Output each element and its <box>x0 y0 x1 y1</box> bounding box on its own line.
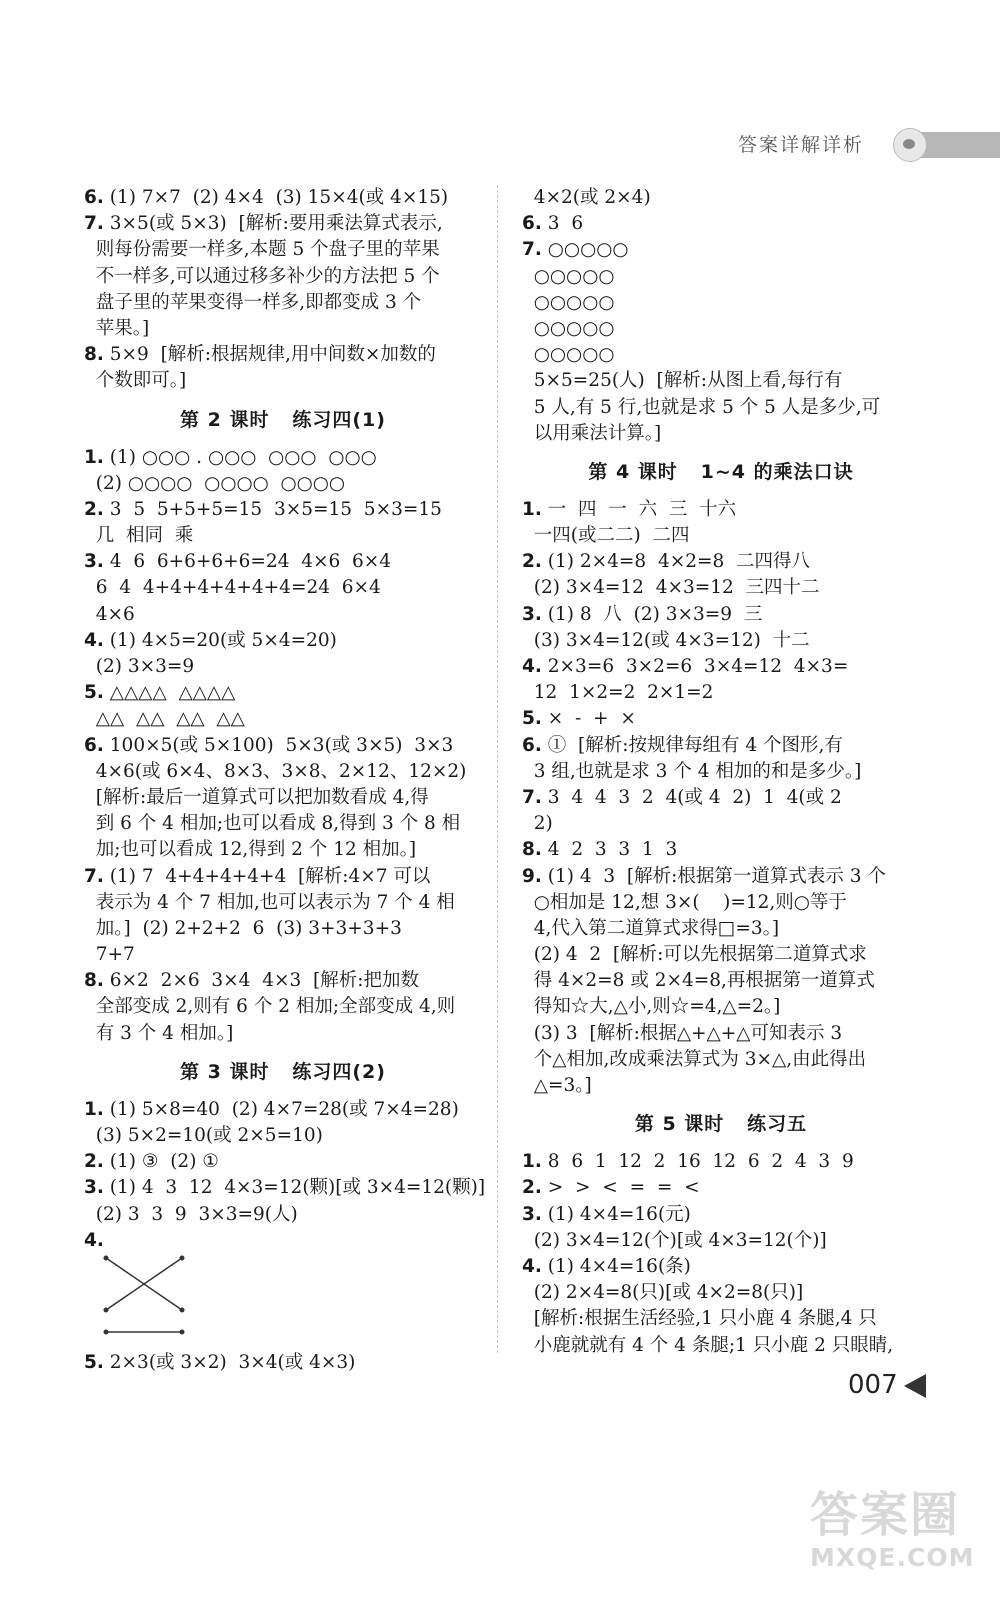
answer-text: 4×6(或 6×4、8×3、3×8、2×12、12×2) <box>84 760 467 782</box>
answer-text: (1) 8 八 (2) 3×3=9 三 <box>541 603 763 625</box>
answer-text: 个数即可。] <box>84 370 187 392</box>
answer-text: (3) 3×4=12(或 4×3=12) 十二 <box>522 629 810 651</box>
answer-text: 不一样多,可以通过移多补少的方法把 5 个 <box>84 265 440 287</box>
question-number: 7. <box>522 786 542 808</box>
answer-line <box>522 968 920 994</box>
watermark-bottom: MXQE.COM <box>810 1543 975 1572</box>
answer-line <box>84 1123 482 1149</box>
answer-text: 全部变成 2,则有 6 个 2 相加;全部变成 4,则 <box>84 996 456 1018</box>
answer-text: 个△相加,改成乘法算式为 3×△,由此得出 <box>522 1048 867 1070</box>
answer-text: [解析:根据生活经验,1 只小鹿 4 条腿,4 只 <box>522 1308 877 1330</box>
answer-text: ① [解析:按规律每组有 4 个图形,有 <box>541 734 843 756</box>
question-number: 4. <box>522 1255 542 1277</box>
answer-line <box>522 706 920 732</box>
answer-line <box>522 264 920 290</box>
header-mascot-icon <box>893 128 927 162</box>
answer-text: (2) 4 2 [解析:可以先根据第二道算式求 <box>522 944 867 966</box>
answer-text: (1) 4×4=16(条) <box>541 1255 691 1277</box>
answer-line <box>522 316 920 342</box>
answer-line <box>522 654 920 680</box>
answer-text: ○○○○○ <box>522 265 615 287</box>
answer-text: (2) 3×3=9 <box>84 656 195 677</box>
answer-text: (3) 3 [解析:根据△+△+△可知表示 3 <box>522 1022 843 1044</box>
answer-text: ○○○○○ <box>522 344 615 366</box>
answer-line <box>522 421 920 447</box>
answer-line <box>522 1202 920 1228</box>
answer-text: 100×5(或 5×100) 5×3(或 3×5) 3×3 <box>103 734 454 756</box>
answer-text: 3×5(或 5×3) [解析:要用乘法算式表示, <box>103 213 443 235</box>
watermark-top: 答案圈 <box>810 1487 961 1543</box>
answer-text: ○○○○○ <box>522 291 615 313</box>
answer-line <box>84 811 482 837</box>
question-number: 2. <box>522 551 542 573</box>
answer-line <box>522 549 920 575</box>
answer-line <box>522 602 920 628</box>
answer-text: 7+7 <box>84 944 135 966</box>
answer-line <box>522 1228 920 1254</box>
answer-text: (2) 2×4=8(只)[或 4×2=8(只)] <box>522 1282 804 1304</box>
answer-line <box>522 211 920 237</box>
answer-line <box>84 1149 482 1175</box>
answer-text: 盘子里的苹果变得一样多,即都变成 3 个 <box>84 291 422 313</box>
answer-line <box>522 523 920 549</box>
answer-line <box>522 994 920 1020</box>
answer-line <box>84 706 482 732</box>
answer-line <box>84 445 482 471</box>
answer-text: (2) 3 3 9 3×3=9(人) <box>84 1203 298 1225</box>
answer-line <box>84 837 482 863</box>
question-number: 9. <box>522 865 542 887</box>
answer-line <box>522 1333 920 1359</box>
answer-line <box>84 342 482 368</box>
page-number: 007 <box>848 1370 898 1400</box>
answer-text: (1) ③ (2) ① <box>103 1151 219 1173</box>
answer-line <box>84 890 482 916</box>
answer-text: 得 4×2=8 或 2×4=8,再根据第一道算式 <box>522 970 875 992</box>
answer-text: [解析:最后一道算式可以把加数看成 4,得 <box>84 786 429 808</box>
answer-line <box>84 864 482 890</box>
question-number: 1. <box>84 446 104 468</box>
answer-text: 一 四 一 六 三 十六 <box>541 498 737 520</box>
question-number: 8. <box>84 344 104 366</box>
answer-line <box>522 368 920 394</box>
answer-line <box>84 290 482 316</box>
question-number: 4. <box>84 1229 104 1251</box>
answer-text: 3 5 5+5+5=15 3×5=15 5×3=15 <box>103 498 442 520</box>
answer-line <box>522 680 920 706</box>
answer-line <box>84 759 482 785</box>
section-title: 第 5 课时 练习五 <box>634 1113 808 1136</box>
answer-line <box>84 368 482 394</box>
answer-line <box>84 680 482 706</box>
question-number: 3. <box>522 1203 542 1225</box>
answer-text: 一四(或二二) 二四 <box>522 525 690 547</box>
answer-text: 得知☆大,△小,则☆=4,△=2。] <box>522 996 781 1018</box>
answer-text: (1) 5×8=40 (2) 4×7=28(或 7×4=28) <box>103 1098 459 1120</box>
answer-line <box>522 237 920 263</box>
answer-line <box>84 602 482 628</box>
answer-text: ○相加是 12,想 3×( )=12,则○等于 <box>522 891 847 913</box>
answer-line <box>522 864 920 890</box>
answer-line <box>84 185 482 211</box>
question-number: 2. <box>84 1151 104 1173</box>
answer-text: 12 1×2=2 2×1=2 <box>522 682 714 704</box>
answer-text: (1) 4×5=20(或 5×4=20) <box>103 629 337 651</box>
answer-line <box>84 264 482 290</box>
page-arrow-icon <box>904 1374 926 1398</box>
answer-text: △△ △△ △△ △△ <box>84 708 245 730</box>
answer-text: 2×3(或 3×2) 3×4(或 4×3) <box>103 1351 356 1373</box>
section-title: 第 3 课时 练习四(2) <box>180 1060 386 1083</box>
answer-line <box>84 1021 482 1047</box>
answer-text: 3 4 4 3 2 4(或 4 2) 1 4(或 2 <box>541 786 842 808</box>
answer-text: 2×3=6 3×2=6 3×4=12 4×3= <box>541 656 849 677</box>
left-column <box>84 185 486 1376</box>
answer-text: 5×9 [解析:根据规律,用中间数×加数的 <box>103 344 436 366</box>
answer-line <box>84 1175 486 1201</box>
answer-line <box>84 942 482 968</box>
answer-line <box>522 575 920 601</box>
answer-line <box>84 316 482 342</box>
answer-text: (3) 5×2=10(或 2×5=10) <box>84 1125 323 1146</box>
question-number: 4. <box>522 656 542 677</box>
answer-text: × - + × <box>541 708 636 730</box>
section-title: 第 2 课时 练习四(1) <box>180 408 386 431</box>
answer-line <box>522 290 920 316</box>
answer-text: 4 6 6+6+6+6=24 4×6 6×4 <box>103 551 392 573</box>
answer-line <box>522 628 920 654</box>
answer-line <box>84 237 482 263</box>
answer-line <box>522 785 920 811</box>
question-number: 6. <box>84 187 104 208</box>
answer-line <box>522 1280 920 1306</box>
question-number: 5. <box>522 708 542 730</box>
answer-text: △=3。] <box>522 1075 592 1096</box>
answer-text: 表示为 4 个 7 相加,也可以表示为 7 个 4 相 <box>84 891 455 913</box>
answer-line <box>84 785 482 811</box>
answer-line <box>84 994 482 1020</box>
answer-text: 6×2 2×6 3×4 4×3 [解析:把加数 <box>103 970 419 992</box>
header-title: 答案详解详析 <box>738 134 865 156</box>
question-number: 2. <box>522 1177 542 1199</box>
answer-text: 小鹿就就有 4 个 4 条腿;1 只小鹿 2 只眼睛, <box>522 1334 894 1356</box>
answer-line <box>84 549 482 575</box>
answer-text: 苹果。] <box>84 317 150 339</box>
answer-line <box>84 968 482 994</box>
answer-text: 5 人,有 5 行,也就是求 5 个 5 人是多少,可 <box>522 396 881 418</box>
answer-text: 加。] (2) 2+2+2 6 (3) 3+3+3+3 <box>84 917 402 939</box>
right-column <box>522 185 920 1359</box>
answer-line <box>522 733 920 759</box>
answer-line <box>522 1306 920 1332</box>
watermark-logo <box>810 1488 990 1593</box>
answer-line <box>522 342 920 368</box>
answer-text: 则每份需要一样多,本题 5 个盘子里的苹果 <box>84 239 440 261</box>
answer-text: (2) ○○○○ ○○○○ ○○○○ <box>84 472 346 494</box>
answer-line <box>522 1021 920 1047</box>
answer-line <box>522 942 920 968</box>
section-title: 第 4 课时 1~4 的乘法口诀 <box>588 460 854 483</box>
question-number: 4. <box>84 629 104 651</box>
answer-line <box>522 759 920 785</box>
answer-text: 有 3 个 4 相加。] <box>84 1022 234 1044</box>
line-segment-figure <box>84 1318 482 1350</box>
answer-line <box>84 471 482 497</box>
answer-text: 几 相同 乘 <box>84 525 194 547</box>
answer-text: 4×2(或 2×4) <box>522 187 651 208</box>
answer-text: (1) 7 4+4+4+4+4 [解析:4×7 可以 <box>103 865 431 887</box>
question-number: 5. <box>84 682 104 704</box>
answer-text: 以用乘法计算。] <box>522 422 662 444</box>
answer-text: 4 2 3 3 1 3 <box>541 839 678 861</box>
answer-line <box>84 1228 482 1254</box>
answer-text: 4,代入第二道算式求得□=3。] <box>522 917 780 939</box>
answer-text: (1) ○○○ . ○○○ ○○○ ○○○ <box>103 446 377 468</box>
answer-line <box>84 733 482 759</box>
column-divider <box>497 185 498 1353</box>
answer-text: ○○○○○ <box>541 239 629 261</box>
answer-line <box>522 837 920 863</box>
question-number: 3. <box>84 551 104 573</box>
question-number: 3. <box>84 1177 104 1199</box>
question-number: 7. <box>84 865 104 887</box>
answer-line <box>84 497 482 523</box>
answer-line <box>522 1149 920 1175</box>
question-number: 1. <box>522 498 542 520</box>
answer-text: 5×5=25(人) [解析:从图上看,每行有 <box>522 370 843 392</box>
answer-text: 到 6 个 4 相加;也可以看成 8,得到 3 个 8 相 <box>84 813 461 835</box>
answer-text: (1) 4 3 12 4×3=12(颗)[或 3×4=12(颗)] <box>103 1177 486 1199</box>
question-number: 8. <box>522 839 542 861</box>
answer-text: 加;也可以看成 12,得到 2 个 12 相加。] <box>84 839 417 861</box>
answer-line <box>522 497 920 523</box>
answer-line <box>84 211 482 237</box>
question-number: 7. <box>522 239 542 261</box>
answer-text: 4×6 <box>84 603 135 625</box>
answer-text: > > < = = < <box>541 1177 700 1199</box>
answer-text: 3 组,也就是求 3 个 4 相加的和是多少。] <box>522 760 862 782</box>
answer-text: 8 6 1 12 2 16 12 6 2 4 3 9 <box>541 1151 854 1173</box>
answer-text: (2) 3×4=12(个)[或 4×3=12(个)] <box>522 1229 827 1251</box>
answer-text: △△△△ △△△△ <box>103 682 236 704</box>
answer-line <box>84 916 482 942</box>
answer-line <box>84 575 482 601</box>
answer-line <box>522 1073 920 1099</box>
question-number: 1. <box>522 1151 542 1173</box>
crossed-lines-figure <box>84 1254 482 1318</box>
answer-text: 6 4 4+4+4+4+4+4=24 6×4 <box>84 577 381 599</box>
question-number: 6. <box>522 213 542 235</box>
answer-text: (1) 4 3 [解析:根据第一道算式表示 3 个 <box>541 865 886 887</box>
answer-line <box>84 1097 482 1123</box>
page-header <box>0 128 1000 172</box>
question-number: 8. <box>84 970 104 992</box>
question-number: 2. <box>84 498 104 520</box>
answer-text: (1) 2×4=8 4×2=8 二四得八 <box>541 551 811 573</box>
question-number: 5. <box>84 1351 104 1373</box>
answer-line <box>84 523 482 549</box>
answer-line <box>84 1350 482 1376</box>
answer-line <box>522 890 920 916</box>
answer-line <box>522 916 920 942</box>
answer-line <box>84 628 482 654</box>
answer-text: 3 6 <box>541 213 584 235</box>
answer-line <box>522 1047 920 1073</box>
answer-line <box>522 395 920 421</box>
question-number: 6. <box>84 734 104 756</box>
question-number: 6. <box>522 734 542 756</box>
answer-text: 2) <box>522 813 553 835</box>
question-number: 7. <box>84 213 104 235</box>
answer-line <box>522 811 920 837</box>
answer-line <box>84 1202 482 1228</box>
answer-text: (2) 3×4=12 4×3=12 三四十二 <box>522 577 820 599</box>
answer-text: ○○○○○ <box>522 317 615 339</box>
answer-line <box>522 185 920 211</box>
question-number: 3. <box>522 603 542 625</box>
answer-line <box>522 1254 920 1280</box>
answer-text: (1) 7×7 (2) 4×4 (3) 15×4(或 4×15) <box>103 187 449 208</box>
answer-line <box>84 654 482 680</box>
question-number: 1. <box>84 1098 104 1120</box>
answer-text: (1) 4×4=16(元) <box>541 1203 691 1225</box>
answer-line <box>522 1175 920 1201</box>
